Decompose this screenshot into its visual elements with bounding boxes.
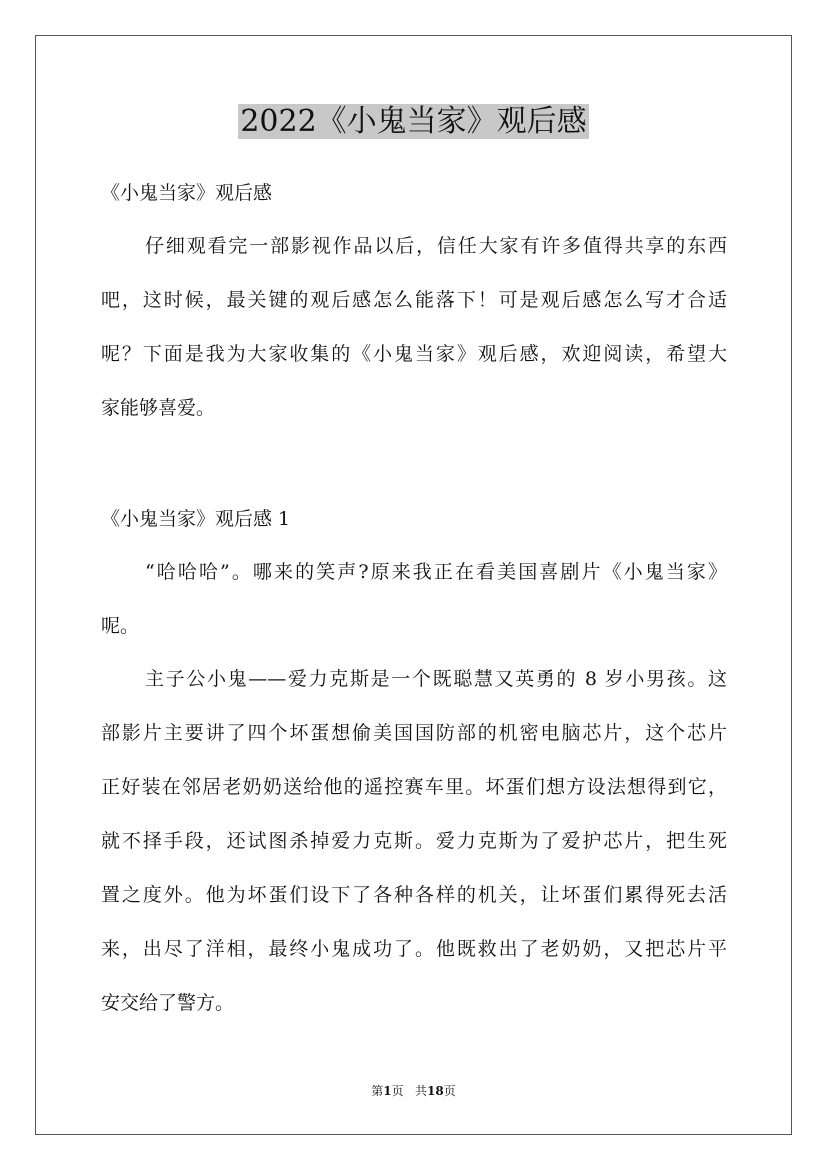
paragraph-line: 置之度外。他为坏蛋们设下了各种各样的机关，让坏蛋们累得死去活 [101,884,727,906]
footer-current-page: 1 [383,1084,392,1098]
footer-prefix: 第 [371,1084,384,1098]
paragraph-line: 就不择手段，还试图杀掉爱力克斯。爱力克斯为了爱护芯片，把生死 [101,830,727,852]
paragraph-line: 呢？下面是我为大家收集的《小鬼当家》观后感，欢迎阅读，希望大 [101,343,727,365]
paragraph-line: 主子公小鬼——爱力克斯是一个既聪慧又英勇的 8 岁小男孩。这 [145,668,727,690]
footer-mid: 页 共 [391,1084,428,1098]
paragraph-line: 吧，这时候，最关键的观后感怎么能落下！可是观后感怎么写才合适 [101,289,727,311]
page-footer [0,1081,827,1101]
footer-suffix: 页 [443,1084,456,1098]
document-title [0,100,827,144]
paragraph-line: 仔细观看完一部影视作品以后，信任大家有许多值得共享的东西 [145,235,727,257]
paragraph-line: 正好装在邻居老奶奶送给他的遥控赛车里。坏蛋们想方设法想得到它， [101,776,727,798]
section1-paragraph-1 [101,545,727,653]
paragraph-line: 呢。 [101,615,140,637]
paragraph-line: 部影片主要讲了四个坏蛋想偷美国国防部的机密电脑芯片，这个芯片 [101,722,727,744]
intro-paragraph [101,219,727,435]
footer-total-pages: 18 [427,1084,444,1098]
paragraph-line: 安交给了警方。 [101,992,235,1014]
section1-heading: 《小鬼当家》观后感 1 [101,508,291,530]
paragraph-line: “哈哈哈”。哪来的笑声?原来我正在看美国喜剧片《小鬼当家》 [145,561,727,583]
document-title-text: 2022《小鬼当家》观后感 [240,104,587,139]
section1-paragraph-2 [101,652,727,1030]
paragraph-line: 来，出尽了洋相，最终小鬼成功了。他既救出了老奶奶，又把芯片平 [101,938,727,960]
paragraph-line: 家能够喜爱。 [101,397,216,419]
intro-heading: 《小鬼当家》观后感 [101,182,273,204]
